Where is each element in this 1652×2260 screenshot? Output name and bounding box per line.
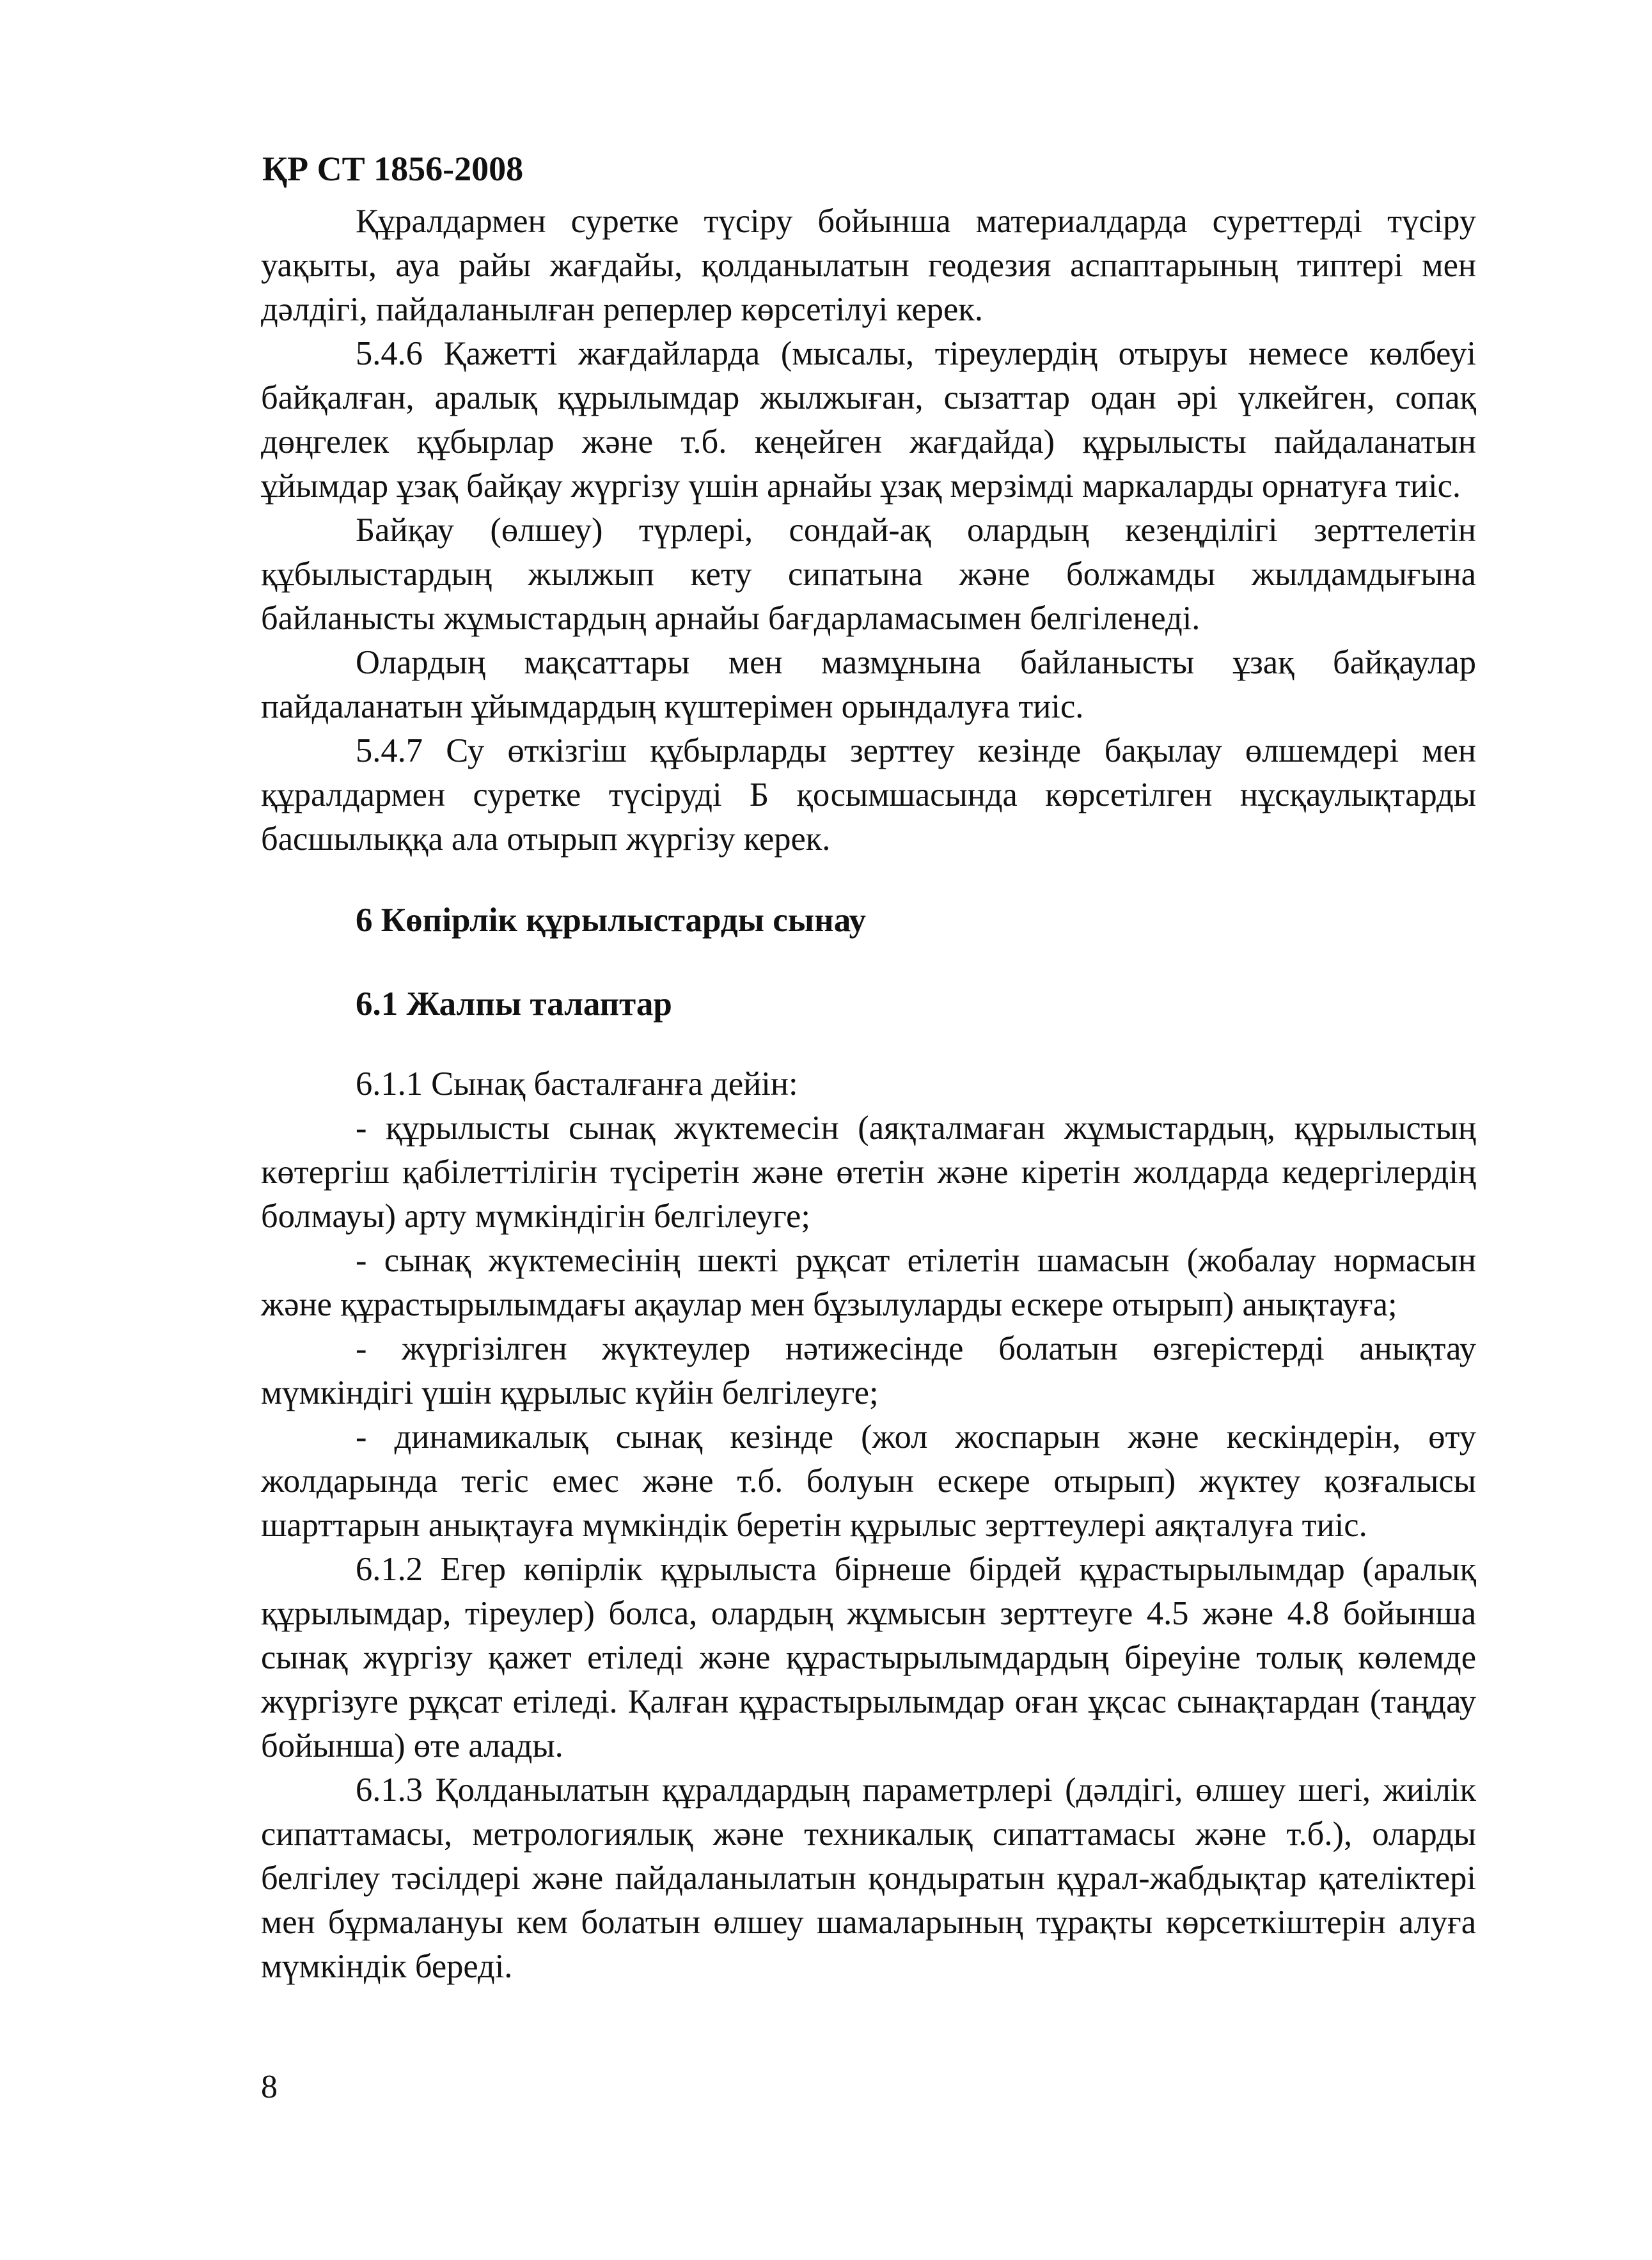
list-item: - сынақ жүктемесінің шекті рұқсат етілетін шамасын (жобалау нормасын және құрастырылымдағы ақаулар мен бұзылуларды ескере отырып) анықтауға; (261, 1242, 1476, 1323)
spacer (261, 861, 1476, 899)
paragraph-observation-types: Байқау (өлшеу) түрлері, сондай-ақ олардың кезеңділігі зерттелетін құбылыстардың жылжып кету сипатына және болжамды жылдамдығына байланысты жұмыстардың арнайы бағдарламасымен белгіленеді. (261, 512, 1476, 637)
spacer (261, 943, 1476, 982)
list-item: - динамикалық сынақ кезінде (жол жоспарын және кескіндерін, өту жолдарында тегіс емес және т.б. болуын ескере отырып) жүктеу қозғалысы шарттарын анықтауға мүмкіндік беретін құрылыс зерттеулері аяқталуға тиіс. (261, 1418, 1476, 1544)
paragraph-6-1-3: 6.1.3 Қолданылатын құралдардың параметрлері (дәлдігі, өлшеу шегі, жиілік сипаттамасы, метрологиялық және техникалық сипаттамасы және т.б.), оларды белгілеу тәсілдері және пайдаланылатын қондыратын құрал-жабдықтар қателіктері мен бұрмалануы кем болатын өлшеу шамаларының тұрақты көрсеткіштерін алуға мүмкіндік береді. (261, 1771, 1476, 1985)
paragraph-photo-materials: Құралдармен суретке түсіру бойынша материалдарда суреттерді түсіру уақыты, ауа райы жағдайы, қолданылатын геодезия аспаптарының типтері мен дәлдігі, пайдаланылған реперлер көрсетілуі керек. (261, 203, 1476, 328)
paragraph-6-1-1-intro: 6.1.1 Сынақ басталғанға дейін: (356, 1065, 798, 1103)
paragraph-long-observations: Олардың мақсаттары мен мазмұнына байланысты ұзақ байқаулар пайдаланатын ұйымдардың күштерімен орындалуға тиіс. (261, 644, 1476, 725)
list-item: - құрылысты сынақ жүктемесін (аяқталмаған жұмыстардың, құрылыстың көтергіш қабілеттілігін түсіретін және өтетін және кіретін жолдарда кедергілердің болмауы) арту мүмкіндігін белгілеуге; (261, 1110, 1476, 1235)
subsection-heading-6-1: 6.1 Жалпы талаптар (356, 985, 672, 1023)
paragraph-6-1-2: 6.1.2 Егер көпірлік құрылыста бірнеше бірдей құрастырылымдар (аралық құрылымдар, тіреулер) болса, олардың жұмысын зерттеуге 4.5 және 4.8 бойынша сынақ жүргізу қажет етіледі және құрастырылымдардың біреуіне толық көлемде жүргізуге рұқсат етіледі. Қалған құрастырылымдар оған ұқсас сынақтардан (таңдау бойынша) өте алады. (261, 1551, 1476, 1764)
list-item: - жүргізілген жүктеулер нәтижесінде болатын өзгерістерді анықтау мүмкіндігі үшін құрылыс күйін белгілеуге; (261, 1330, 1476, 1411)
paragraph-5-4-6: 5.4.6 Қажетті жағдайларда (мысалы, тіреулердің отыруы немесе көлбеуі байқалған, аралық құрылымдар жылжыған, сызаттар одан әрі үлкейген, сопақ дөңгелек құбырлар және т.б. кеңейген жағдайда) құрылысты пайдаланатын ұйымдар ұзақ байқау жүргізу үшін арнайы ұзақ мерзімді маркаларды орнатуға тиіс. (261, 335, 1476, 505)
paragraph-5-4-7: 5.4.7 Су өткізгіш құбырларды зерттеу кезінде бақылау өлшемдері мен құралдармен суретке түсіруді Б қосымшасында көрсетілген нұсқаулықтарды басшылыққа ала отырып жүргізу керек. (261, 732, 1476, 858)
section-heading-6: 6 Көпірлік құрылыстарды сынау (356, 902, 867, 939)
document-code-header: ҚР СТ 1856-2008 (262, 150, 524, 188)
spacer (261, 1026, 1476, 1062)
document-body (261, 200, 1476, 1989)
page-number: 8 (261, 2069, 278, 2105)
